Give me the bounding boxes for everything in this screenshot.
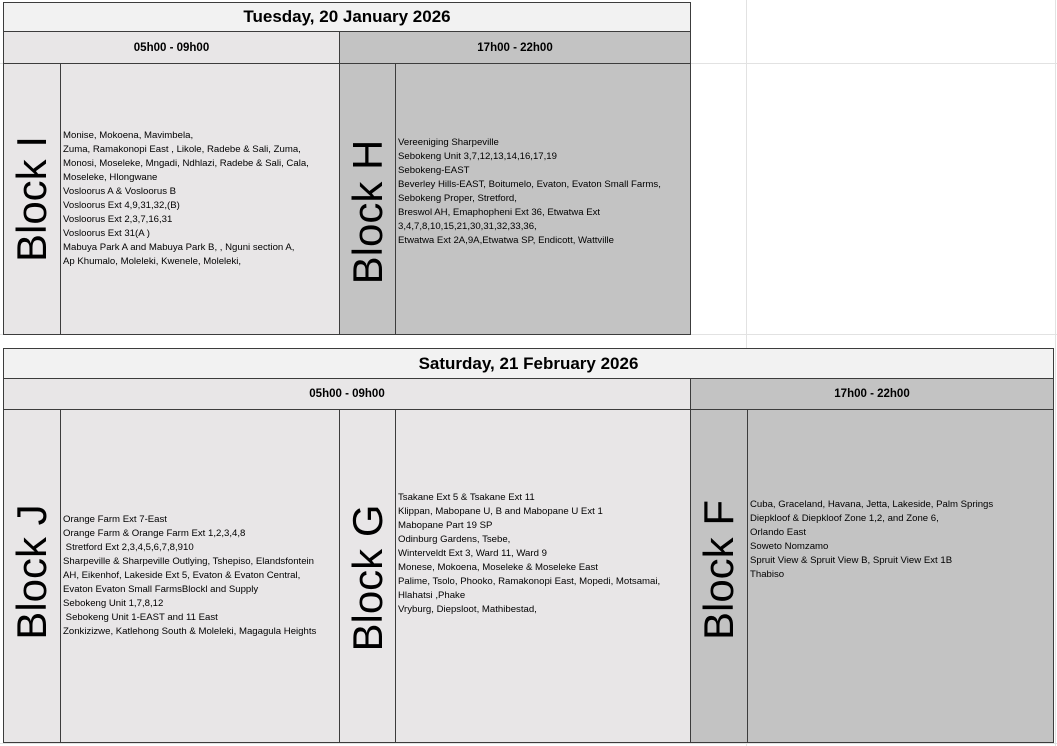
area-line: Stretford Ext 2,3,4,5,6,7,8,910: [63, 542, 194, 553]
area-line: Orange Farm & Orange Farm Ext 1,2,3,4,8: [63, 528, 246, 539]
area-line: Diepkloof & Diepkloof Zone 1,2, and Zone 6,: [750, 513, 939, 524]
block-cell[interactable]: [339, 63, 396, 335]
schedule-date-title[interactable]: Saturday, 21 February 2026: [3, 348, 1054, 379]
area-line: Hlahatsi ,Phake: [398, 590, 466, 601]
area-line: Winterveldt Ext 3, Ward 11, Ward 9: [398, 548, 547, 559]
block-label: Block F: [695, 499, 742, 641]
area-line: Spruit View & Spruit View B, Spruit View Ext 1B: [750, 555, 953, 566]
block-cell[interactable]: [3, 409, 61, 743]
area-line: Mabopane Part 19 SP: [398, 520, 493, 531]
areas-cell[interactable]: [395, 63, 691, 335]
area-line: Sharpeville & Sharpeville Outlying, Tshepiso, Elandsfontein: [63, 556, 315, 567]
area-line: Etwatwa Ext 2A,9A,Etwatwa SP, Endicott, Wattville: [398, 235, 614, 246]
area-line: 3,4,7,8,10,15,21,30,31,32,33,36,: [398, 221, 537, 232]
area-line: Thabiso: [750, 569, 785, 580]
area-line: Vosloorus Ext 2,3,7,16,31: [63, 214, 173, 225]
block-label: Block I: [8, 135, 55, 263]
area-line: Sebokeng Unit 1-EAST and 11 East: [63, 612, 218, 623]
area-line: Sebokeng-EAST: [398, 165, 470, 176]
schedule-date-title[interactable]: Tuesday, 20 January 2026: [3, 2, 691, 32]
time-slot-header[interactable]: 05h00 - 09h00: [3, 378, 691, 410]
areas-cell[interactable]: [60, 409, 340, 743]
block-cell[interactable]: [339, 409, 396, 743]
block-label: Block J: [8, 504, 55, 640]
area-line: Moseleke, Hlongwane: [63, 172, 158, 183]
block-label: Block G: [343, 504, 391, 652]
time-slot-header[interactable]: 17h00 - 22h00: [339, 31, 691, 64]
area-line: Orange Farm Ext 7-East: [63, 514, 167, 525]
area-line: Sebokeng Unit 3,7,12,13,14,16,17,19: [398, 151, 557, 162]
area-line: Odinburg Gardens, Tsebe,: [398, 534, 511, 545]
area-line: Breswol AH, Emaphopheni Ext 36, Etwatwa Ext: [398, 207, 601, 218]
area-list: [63, 513, 316, 639]
area-line: Ap Khumalo, Moleleki, Kwenele, Moleleki,: [63, 256, 242, 267]
area-line: Monise, Mokoena, Mavimbela,: [63, 130, 194, 141]
area-list: [398, 136, 661, 248]
gridline: [1055, 0, 1056, 746]
area-line: Evaton Evaton Small FarmsBlockl and Supply: [63, 584, 259, 595]
area-line: Sebokeng Unit 1,7,8,12: [63, 598, 164, 609]
block-cell[interactable]: [3, 63, 61, 335]
area-list: [398, 491, 660, 617]
block-cell[interactable]: [690, 409, 748, 743]
gridline: [0, 743, 1057, 744]
area-line: Monese, Mokoena, Moseleke & Moseleke East: [398, 562, 598, 573]
area-line: AH, Eikenhof, Lakeside Ext 5, Evaton & Evaton Central,: [63, 570, 301, 581]
time-slot-header[interactable]: 17h00 - 22h00: [690, 378, 1054, 410]
area-line: Mabuya Park A and Mabuya Park B, , Nguni section A,: [63, 242, 295, 253]
areas-cell[interactable]: [60, 63, 340, 335]
area-list: [63, 129, 309, 269]
area-line: Klippan, Mabopane U, B and Mabopane U Ext 1: [398, 506, 603, 517]
area-line: Monosi, Moseleke, Mngadi, Ndhlazi, Radebe & Sali, Cala,: [63, 158, 309, 169]
area-line: Tsakane Ext 5 & Tsakane Ext 11: [398, 492, 535, 503]
block-label: Block H: [343, 139, 391, 285]
area-line: Zonkizizwe, Katlehong South & Moleleki, Magagula Heights: [63, 626, 317, 637]
area-line: Vryburg, Diepsloot, Mathibestad,: [398, 604, 537, 615]
area-line: Vosloorus Ext 31(A ): [63, 228, 150, 239]
area-line: Soweto Nomzamo: [750, 541, 829, 552]
area-list: [750, 498, 993, 582]
area-line: Palime, Tsolo, Phooko, Ramakonopi East, Mopedi, Motsamai,: [398, 576, 661, 587]
areas-cell[interactable]: [747, 409, 1054, 743]
area-line: Vereeniging Sharpeville: [398, 137, 499, 148]
areas-cell[interactable]: [395, 409, 691, 743]
area-line: Orlando East: [750, 527, 806, 538]
area-line: Cuba, Graceland, Havana, Jetta, Lakeside, Palm Springs: [750, 499, 994, 510]
area-line: Zuma, Ramakonopi East , Likole, Radebe & Sali, Zuma,: [63, 144, 301, 155]
area-line: Vosloorus A & Vosloorus B: [63, 186, 177, 197]
area-line: Beverley Hills-EAST, Boitumelo, Evaton, Evaton Small Farms,: [398, 179, 661, 190]
area-line: Sebokeng Proper, Stretford,: [398, 193, 517, 204]
area-line: Vosloorus Ext 4,9,31,32,(B): [63, 200, 180, 211]
time-slot-header[interactable]: 05h00 - 09h00: [3, 31, 340, 64]
